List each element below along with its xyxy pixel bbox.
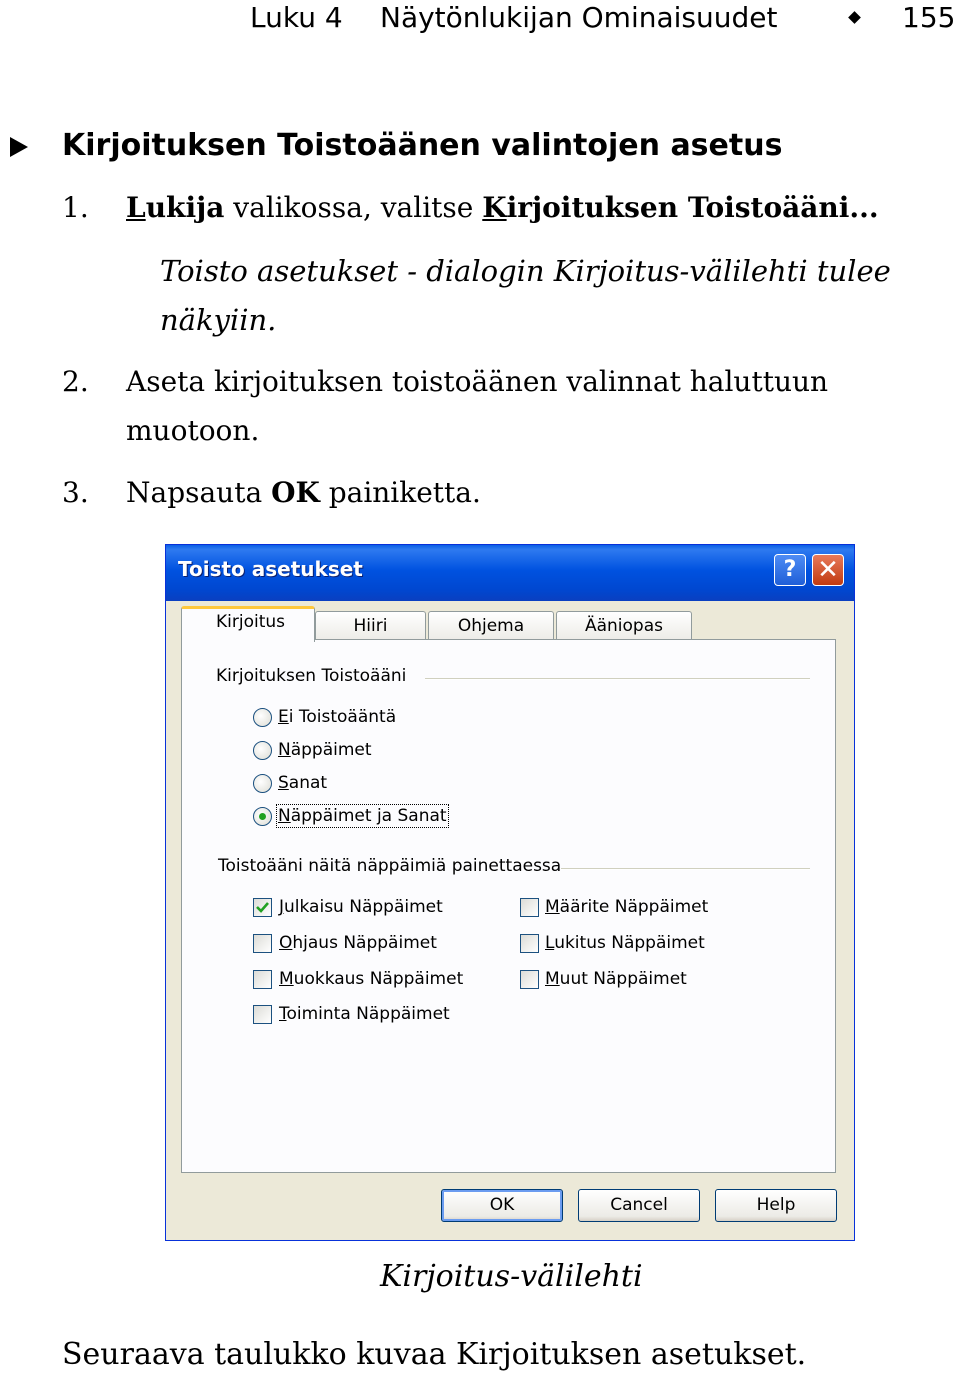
checkbox-lukitus-nappaimet[interactable] — [520, 934, 539, 953]
step-1-item: Kirjoituksen Toistoääni... — [482, 191, 879, 224]
step-1-note-line2: näkyiin. — [160, 303, 277, 337]
close-icon: ✕ — [817, 555, 839, 585]
step-3-text — [126, 473, 481, 513]
checkbox-label: Määrite Näppäimet — [545, 897, 709, 917]
toisto-asetukset-dialog — [165, 544, 855, 1241]
tab-panel — [181, 639, 836, 1173]
radio-selected-dot — [259, 813, 266, 820]
step-2-number: 2. — [62, 365, 89, 398]
step-1-number: 1. — [62, 191, 89, 224]
step-1-note-line1: Toisto asetukset - dialogin Kirjoitus-välilehti tulee — [160, 254, 891, 288]
section-heading: Kirjoituksen Toistoäänen valintojen asetus — [62, 128, 783, 163]
header-chapter-title: Näytönlukijan Ominaisuudet — [380, 1, 778, 34]
cancel-button[interactable]: Cancel — [578, 1189, 700, 1222]
checkbox-label: Muokkaus Näppäimet — [279, 969, 464, 989]
checkbox-label: Julkaisu Näppäimet — [279, 897, 443, 917]
help-title-button[interactable] — [774, 554, 806, 586]
radio-label: Sanat — [278, 773, 328, 793]
group-divider — [425, 678, 810, 680]
step-3-pre: Napsauta — [126, 476, 272, 509]
dialog-title: Toisto asetukset — [178, 557, 363, 581]
checkbox-label: Lukitus Näppäimet — [545, 933, 705, 953]
question-icon: ? — [783, 557, 797, 582]
step-1-mid: valikossa, valitse — [224, 191, 483, 224]
diamond-bullet-icon — [848, 11, 861, 24]
radio-label: Ei Toistoääntä — [278, 707, 397, 727]
page-number: 155 — [902, 1, 956, 34]
help-button[interactable]: Help — [715, 1189, 837, 1222]
radio-nappaimet[interactable] — [253, 741, 272, 760]
checkbox-label: Muut Näppäimet — [545, 969, 687, 989]
radio-label: Näppäimet — [278, 740, 372, 760]
group-label-nappaimet: Toistoääni näitä näppäimiä painettaessa — [218, 856, 562, 876]
step-2-line2: muotoon. — [126, 414, 260, 447]
checkbox-muut-nappaimet[interactable] — [520, 970, 539, 989]
checkbox-ohjaus-nappaimet[interactable] — [253, 934, 272, 953]
step-3-post: painiketta. — [319, 476, 481, 509]
radio-label-selected: Näppäimet ja Sanat — [278, 806, 447, 826]
tab-aaniopas[interactable]: Ääniopas — [556, 611, 692, 641]
checkbox-toiminta-nappaimet[interactable] — [253, 1005, 272, 1024]
tab-kirjoitus[interactable]: Kirjoitus — [181, 606, 315, 642]
checkbox-julkaisu-nappaimet[interactable] — [253, 898, 272, 917]
step-3-bold: OK — [271, 476, 320, 509]
tab-ohjema[interactable]: Ohjema — [428, 611, 554, 641]
triangle-arrow-icon — [10, 137, 28, 157]
checkbox-label: Ohjaus Näppäimet — [279, 933, 437, 953]
group-divider — [561, 868, 810, 870]
checkmark-icon — [255, 900, 270, 915]
group-label-toistoaani: Kirjoituksen Toistoääni — [216, 666, 407, 686]
figure-caption: Kirjoitus-välilehti — [380, 1259, 643, 1294]
dialog-titlebar — [166, 545, 854, 601]
radio-sanat[interactable] — [253, 774, 272, 793]
step-1-menu: Lukija — [126, 191, 225, 224]
footer-text: Seuraava taulukko kuvaa Kirjoituksen asetukset. — [62, 1337, 807, 1372]
header-chapter: Luku 4 — [250, 1, 343, 34]
checkbox-muokkaus-nappaimet[interactable] — [253, 970, 272, 989]
close-button[interactable] — [812, 554, 844, 586]
step-3-number: 3. — [62, 476, 89, 509]
tab-hiiri[interactable]: Hiiri — [315, 611, 426, 641]
checkbox-maarite-nappaimet[interactable] — [520, 898, 539, 917]
ok-button[interactable]: OK — [441, 1189, 563, 1222]
radio-ei-toistoaanta[interactable] — [253, 708, 272, 727]
step-1-text — [126, 188, 879, 228]
checkbox-label: Toiminta Näppäimet — [279, 1004, 450, 1024]
step-2-line1: Aseta kirjoituksen toistoäänen valinnat haluttuun — [126, 365, 829, 398]
radio-nappaimet-ja-sanat[interactable] — [253, 807, 272, 826]
